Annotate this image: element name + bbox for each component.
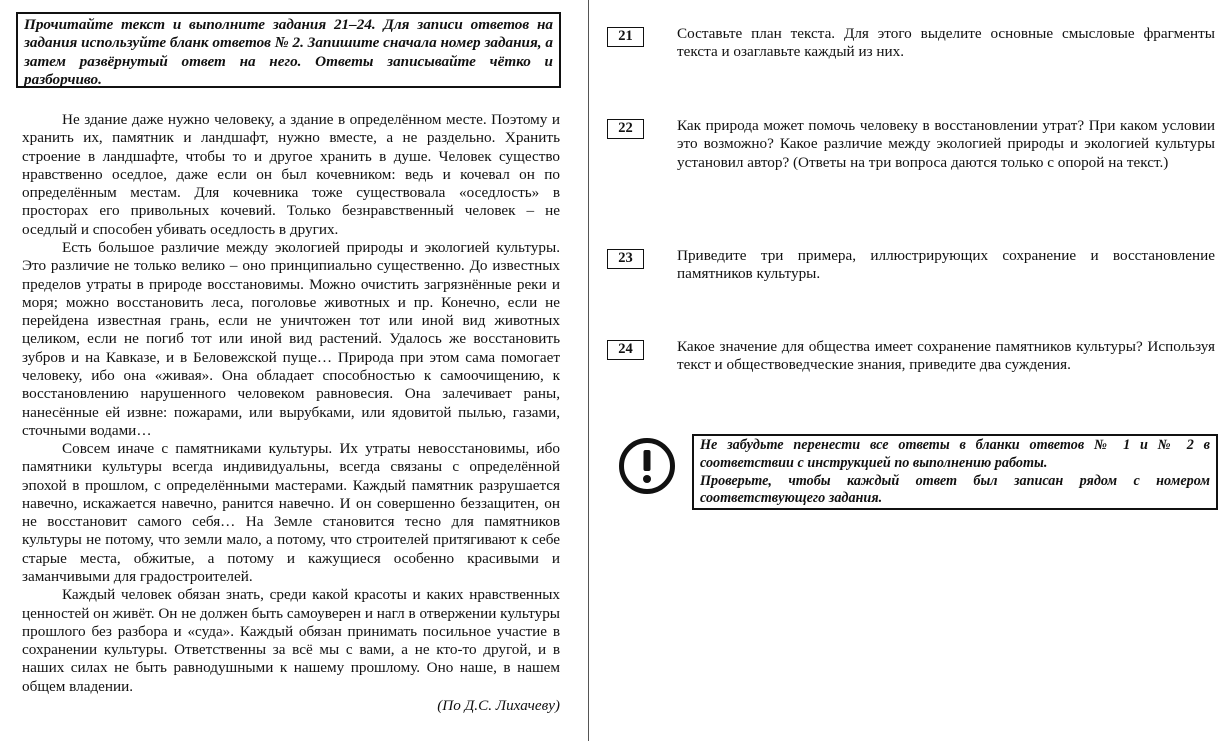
instructions-box	[16, 12, 561, 88]
text-paragraph-1: Не здание даже нужно человеку, а здание в определённом месте. Поэтому и хранить их, памятник и ландшафт, нужно вместе, а не раздельно. Хранить строение в ландшафте, чтобы то и другое хранить в душе. Человек существо нравственно оседлое, даже если он был кочевником: ведь и кочевал он по определённым местам. Для кочевника тоже существовала «оседлость» в просторах его привольных кочевий. Только безнравственный человек – не оседлый и способен убивать оседлость в других.	[22, 111, 560, 238]
reading-text	[22, 111, 560, 715]
task-text: Какое значение для общества имеет сохранение памятников культуры? Используя текст и обществоведческие знания, приведите два суждения.	[677, 338, 1215, 374]
text-paragraph-3: Совсем иначе с памятниками культуры. Их утраты невосстановимы, ибо памятники культуры всегда индивидуальны, всегда связаны с определённой эпохой в прошлом, с определёнными мастерами. Каждый памятник разрушается навечно, искажается навечно, ранится навечно. И он совершенно беззащитен, он не восстановит самого себя… На Земле становится тесно для памятников культуры не потому, что земли мало, а потому, что строителей притягивают к себе старые места, обжитые, а потому и кажущиеся особенно красивыми и заманчивыми для градостроителей.	[22, 440, 560, 586]
page-divider	[588, 0, 589, 741]
instructions-text: Прочитайте текст и выполните задания 21–24. Для записи ответов на задания используйте бланк ответов № 2. Запишите сначала номер задания, а затем развёрнутый ответ на него. Ответы записывайте чётко и разборчиво.	[24, 16, 553, 89]
task-text: Составьте план текста. Для этого выделите основные смысловые фрагменты текста и озаглавьте каждый из них.	[677, 25, 1215, 61]
reminder-line-1: Не забудьте перенести все ответы в бланки ответов № 1 и № 2 в соответствии с инструкцией по выполнению работы.	[700, 437, 1210, 471]
task-text: Приведите три примера, иллюстрирующих сохранение и восстановление памятников культуры.	[677, 247, 1215, 283]
task-number-box: 23	[607, 249, 644, 269]
text-paragraph-2: Есть большое различие между экологией природы и экологией культуры. Это различие не только велико – оно принципиально существенно. До известных пределов утраты в природе восстановимы. Можно очистить загрязнённые реки и моря; можно восстановить леса, поголовье животных и пр. Конечно, если не перейдена известная грань, если не уничтожен тот или иной вид животных целиком, если не погиб тот или иной вид растений. Удалось же восстановить зубров и на Кавказе, и в Беловежской пуще… Природа при этом сама помогает человеку, ибо она «живая». Она обладает способностью к самоочищению, к восстановлению нарушенного человеком равновесия. Она залечивает раны, нанесённые ей извне: пожарами, или вырубками, или ядовитой пылью, газами, сточными водами…	[22, 238, 560, 439]
text-paragraph-4: Каждый человек обязан знать, среди какой красоты и каких нравственных ценностей он живёт. Он не должен быть самоуверен и нагл в отвержении культуры прошлого без разбора и «суда». Каждый обязан принимать посильное участие в сохранении культуры. Ответственны за всё мы с вами, а не кто-то другой, и в наших силах не быть равнодушными к нашему прошлому. Оно наше, в нашем общем владении.	[22, 586, 560, 695]
reminder-line-2: Проверьте, чтобы каждый ответ был записан рядом с номером соответствующего задания.	[700, 472, 1210, 507]
task-text: Как природа может помочь человеку в восстановлении утрат? При каком условии это возможно? Какое различие между экологией природы и экологией культуры установил автор? (Ответы на три вопроса даются только с опорой на текст.)	[677, 117, 1215, 171]
task-number-box: 22	[607, 119, 644, 139]
task-number-box: 21	[607, 27, 644, 47]
exclamation-icon	[618, 437, 676, 495]
text-attribution: (По Д.С. Лихачеву)	[437, 697, 560, 714]
task-number-box: 24	[607, 340, 644, 360]
reminder-box	[692, 434, 1218, 510]
